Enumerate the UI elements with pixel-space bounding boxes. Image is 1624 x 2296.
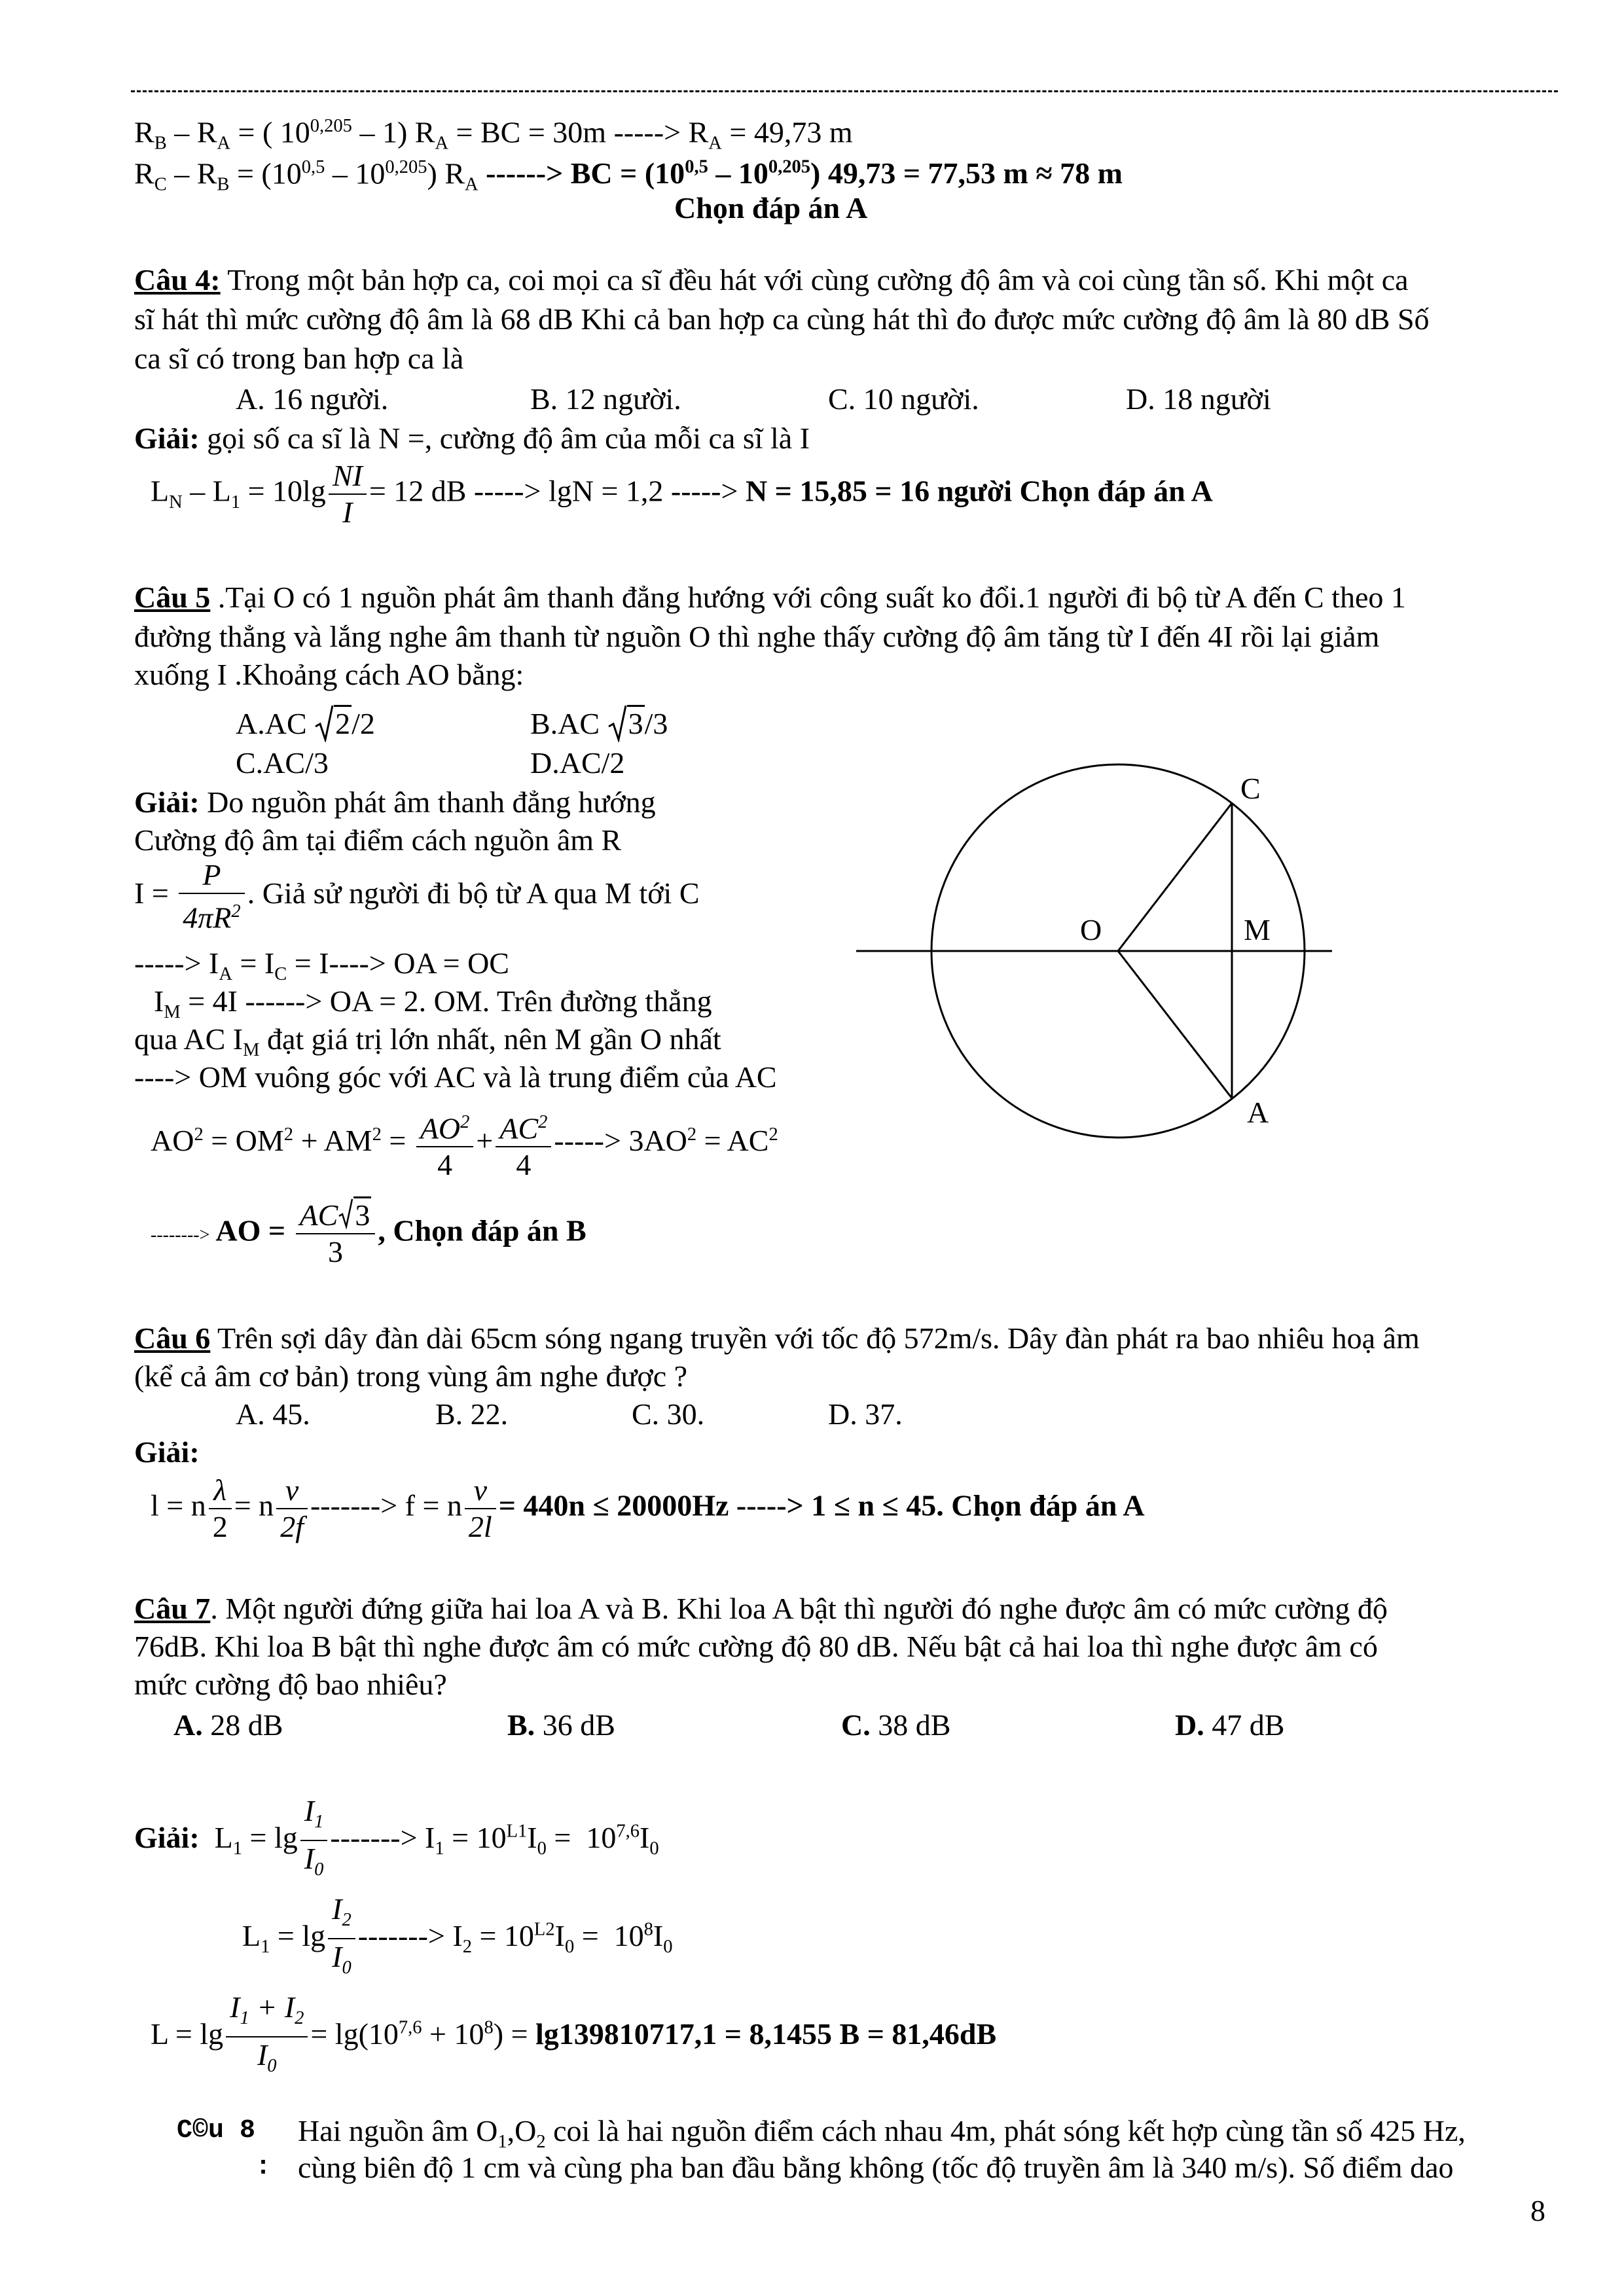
q4-line3: ca sĩ có trong ban hợp ca là [134,342,464,375]
q5-line1: Câu 5 .Tại O có 1 nguồn phát âm thanh đẳng hướng với công suất ko đổi.1 người đi bộ từ A đến C theo 1 [134,581,1406,614]
q6-line1: Câu 6 Trên sợi dây đàn dài 65cm sóng ngang truyền với tốc độ 572m/s. Dây đàn phát ra bao nhiêu hoạ âm [134,1321,1420,1355]
q7-option-d: D. 47 dB [1175,1708,1285,1742]
q6-option-d: D. 37. [828,1397,903,1431]
q7-line1: Câu 7. Một người đứng giữa hai loa A và B. Khi loa A bật thì người đó nghe được âm có mức cường độ [134,1592,1388,1625]
q5-option-a: A.AC 2/2 [236,706,375,742]
q6-formula: l = n $\frac{\lambda}{2}$ = n $\frac{v}{2f}$ -------> f = n $\frac{v}{2l}$ = 440n ≤ 20000Hz -----> 1 ≤ n ≤ 45. Chọn đáp án A [151,1473,1145,1543]
q7-option-c: C. 38 dB [841,1708,951,1742]
q4-line2: sĩ hát thì mức cường độ âm là 68 dB Khi cả ban hợp ca cùng hát thì đo được mức cường độ âm là 80 dB Số [134,302,1430,336]
rc-rb-line: $R_C - R_B = (10^{0,5} - 10^{0,205})$ $R_A$ ------> BC = $(10^{0,5} - 10^{0,205}) 49,73 = 77,53$ m ≈ 78 m [134,156,1123,195]
q4-option-b: B. 12 người. [530,382,681,416]
q5-step3: -----> $I_A = I_C = I---->$ OA = OC [134,946,509,985]
q6-label: Câu 6 [134,1321,211,1355]
q7-formula-1: Giải: $L_1 = \lg$ $\frac{I_1}{I_0}$ -------> $I_1 = 10^{L1}I_0 = 10^{7,6}I_0$ [134,1794,659,1880]
q6-solution-label: Giải: [134,1435,200,1469]
q6-option-b: B. 22. [435,1397,509,1431]
q7-option-b: B. 36 dB [507,1708,615,1742]
q4-option-c: C. 10 người. [828,382,979,416]
q4-option-a: A. 16 người. [236,382,389,416]
q4-label: Câu 4: [134,263,221,296]
q7-line2: 76dB. Khi loa B bật thì nghe được âm có mức cường độ 80 dB. Nếu bật cả hai loa thì nghe được âm có [134,1630,1378,1663]
q5-option-b: B.AC 3/3 [530,706,668,742]
segment-oa [1118,951,1232,1098]
q7-formula-2: $L_1 = \lg$ $\frac{I_2}{I_0}$ -------> $I_2 = 10^{L2}I_0 = 10^8I_0$ [242,1892,673,1979]
diagram-label-m: M [1244,913,1271,946]
q5-option-c: C.AC/3 [236,746,329,780]
q6-option-a: A. 45. [236,1397,310,1431]
top-dashed-rule [131,90,1558,92]
diagram-label-a: A [1247,1096,1269,1129]
q4-option-d: D. 18 người [1126,382,1271,416]
rb-ra-line: $R_B - R_A$ = ( 10$^{0,205}$ – 1) $R_A$ = BC = 30m -----> $R_A = 49,73$ m [134,115,853,154]
q5-step4: $I_M = 4I$ ------> OA = 2. OM. Trên đường thẳng [154,984,712,1023]
q5-step7: $AO^2 = OM^2 + AM^2$ = $\frac{AO^2}{4}$ + $\frac{AC^2}{4}$ -----> $3AO^2 = AC^2$ [151,1105,778,1183]
diagram-label-c: C [1240,772,1261,805]
q5-circle-diagram [851,746,1348,1152]
q5-label: Câu 5 [134,581,211,614]
q4-formula: $L_N - L_1 = 10\lg$ $\frac{NI}{I}$ = 12 dB -----> lgN = 1,2 -----> N = 15,85 = 16 người Chọn đáp án A [151,459,1213,529]
q4-solution-intro: Giải: gọi số ca sĩ là N =, cường độ âm của mỗi ca sĩ là I [134,422,810,455]
q5-solution-intro: Giải: Do nguồn phát âm thanh đẳng hướng [134,785,656,819]
q4-line1: Câu 4: Trong một bản hợp ca, coi mọi ca sĩ đều hát với cùng cường độ âm và coi cùng tần số. Khi một ca [134,263,1409,296]
q7-line3: mức cường độ bao nhiêu? [134,1668,447,1701]
q5-line2: đường thẳng và lắng nghe âm thanh từ nguồn O thì nghe thấy cường độ âm tăng từ I đến 4I rồi lại giảm [134,620,1380,653]
q5-step1: Cường độ âm tại điểm cách nguồn âm R [134,823,622,857]
q5-step2: I = $\frac{P}{4\pi R^2}$ . Giả sử người đi bộ từ A qua M tới C [134,858,700,935]
q8-line1: Hai nguồn âm $O_1,O_2$ coi là hai nguồn điểm cách nhau 4m, phát sóng kết hợp cùng tần số 425 Hz, [298,2114,1466,2153]
q5-step5: qua AC $I_M$ đạt giá trị lớn nhất, nên M gần O nhất [134,1022,721,1061]
q5-option-d: D.AC/2 [530,746,625,780]
q6-line2: (kể cả âm cơ bản) trong vùng âm nghe được ? [134,1359,688,1393]
page-number: 8 [1530,2194,1545,2227]
segment-oc [1118,803,1232,951]
q8-line2: cùng biên độ 1 cm và cùng pha ban đầu bằng không (tốc độ truyền âm là 340 m/s). Số điểm dao [298,2151,1454,2184]
q7-label: Câu 7 [134,1592,211,1625]
q8-label: C©u 8 [177,2116,256,2145]
q7-option-a: A. 28 dB [173,1708,283,1742]
q5-step8: --------> AO = AC 3 3 , Chọn đáp án B [151,1198,586,1270]
q8-label-colon: : [255,2153,272,2182]
diagram-label-o: O [1080,913,1102,946]
answer-a-top: Chọn đáp án A [674,191,868,224]
q5-line3: xuống I .Khoảng cách AO bằng: [134,658,524,691]
q7-formula-3: L = lg $\frac{I_1 + I_2}{I_0}$ = $\lg(10^{7,6} + 10^8) = \lg 139810717,1 = 8,1455$ B = 81,46dB [151,1990,997,2077]
q6-option-c: C. 30. [632,1397,705,1431]
q5-step6: ----> OM vuông góc với AC và là trung điểm của AC [134,1060,777,1094]
